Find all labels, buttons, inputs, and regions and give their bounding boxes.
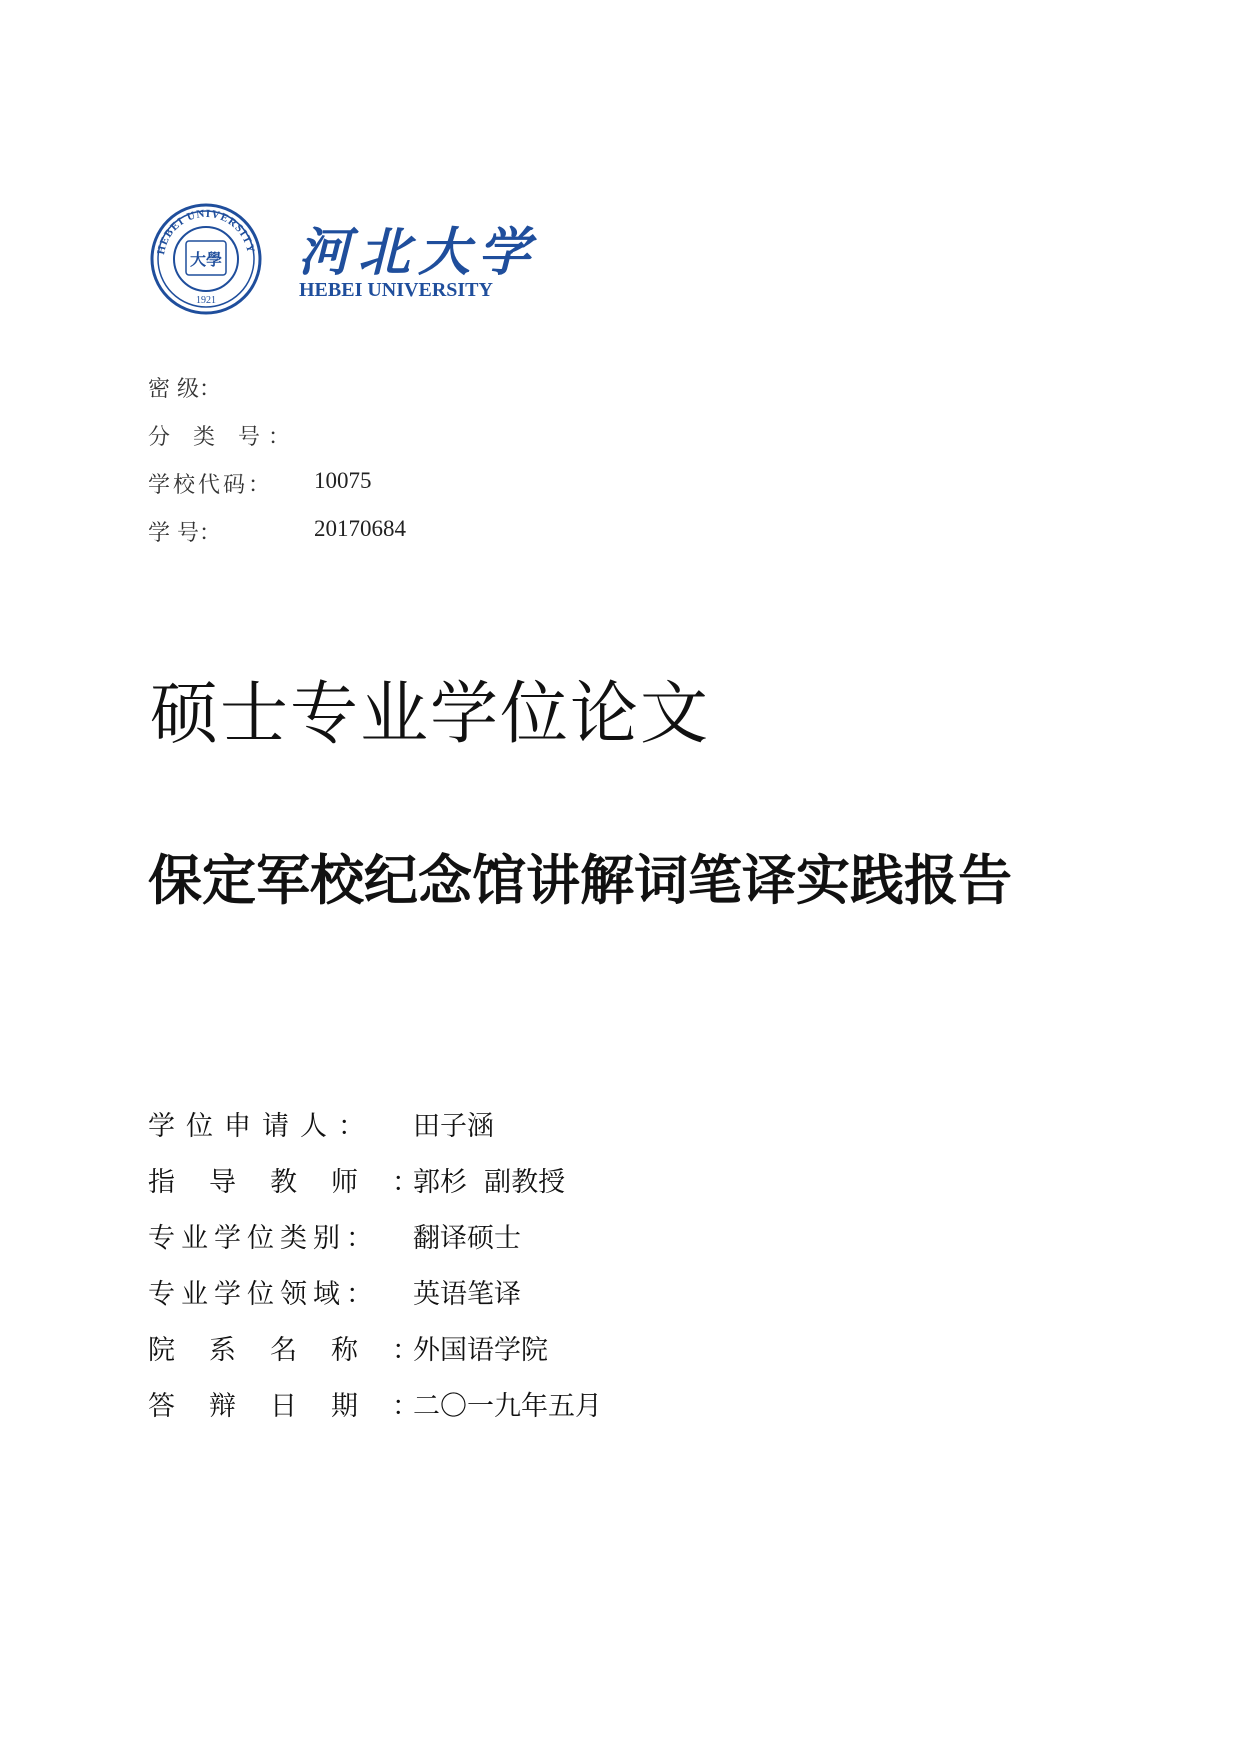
degree-title: 硕士专业学位论文 xyxy=(150,675,711,754)
school-code-value: 10075 xyxy=(314,468,372,493)
field-label: 专业学位领域： xyxy=(148,1279,379,1310)
svg-text:大學: 大學 xyxy=(189,250,223,269)
defense-date-label: 答辩日期： xyxy=(148,1391,453,1422)
thesis-title: 保定军校纪念馆讲解词笔译实践报告 xyxy=(148,848,1012,912)
university-seal-icon xyxy=(150,203,262,315)
degree-type-label: 专业学位类别： xyxy=(148,1223,379,1254)
student-id-label: 学 号： xyxy=(148,521,221,546)
svg-text:HEBEI UNIVERSITY: HEBEI UNIVERSITY xyxy=(155,207,257,256)
degree-type-value: 翻译硕士 xyxy=(413,1223,521,1254)
applicant-label: 学位申请人： xyxy=(148,1111,376,1142)
defense-date-value: 二〇一九年五月 xyxy=(413,1391,602,1422)
svg-text:1921: 1921 xyxy=(196,295,216,306)
advisor-value: 郭杉 副教授 xyxy=(413,1167,566,1198)
classification-label: 分 类 号： xyxy=(148,425,298,450)
student-id-value: 20170684 xyxy=(314,516,406,541)
department-label: 院系名称： xyxy=(148,1335,453,1366)
university-name-cn: 河北大学 xyxy=(298,222,539,283)
field-value: 英语笔译 xyxy=(413,1279,521,1310)
department-value: 外国语学院 xyxy=(413,1335,548,1366)
university-name-en: HEBEI UNIVERSITY xyxy=(299,279,493,301)
applicant-value: 田子涵 xyxy=(413,1111,494,1142)
advisor-label: 指导教师： xyxy=(148,1167,453,1198)
secrecy-label: 密 级： xyxy=(148,377,221,402)
school-code-label: 学校代码： xyxy=(148,473,274,498)
